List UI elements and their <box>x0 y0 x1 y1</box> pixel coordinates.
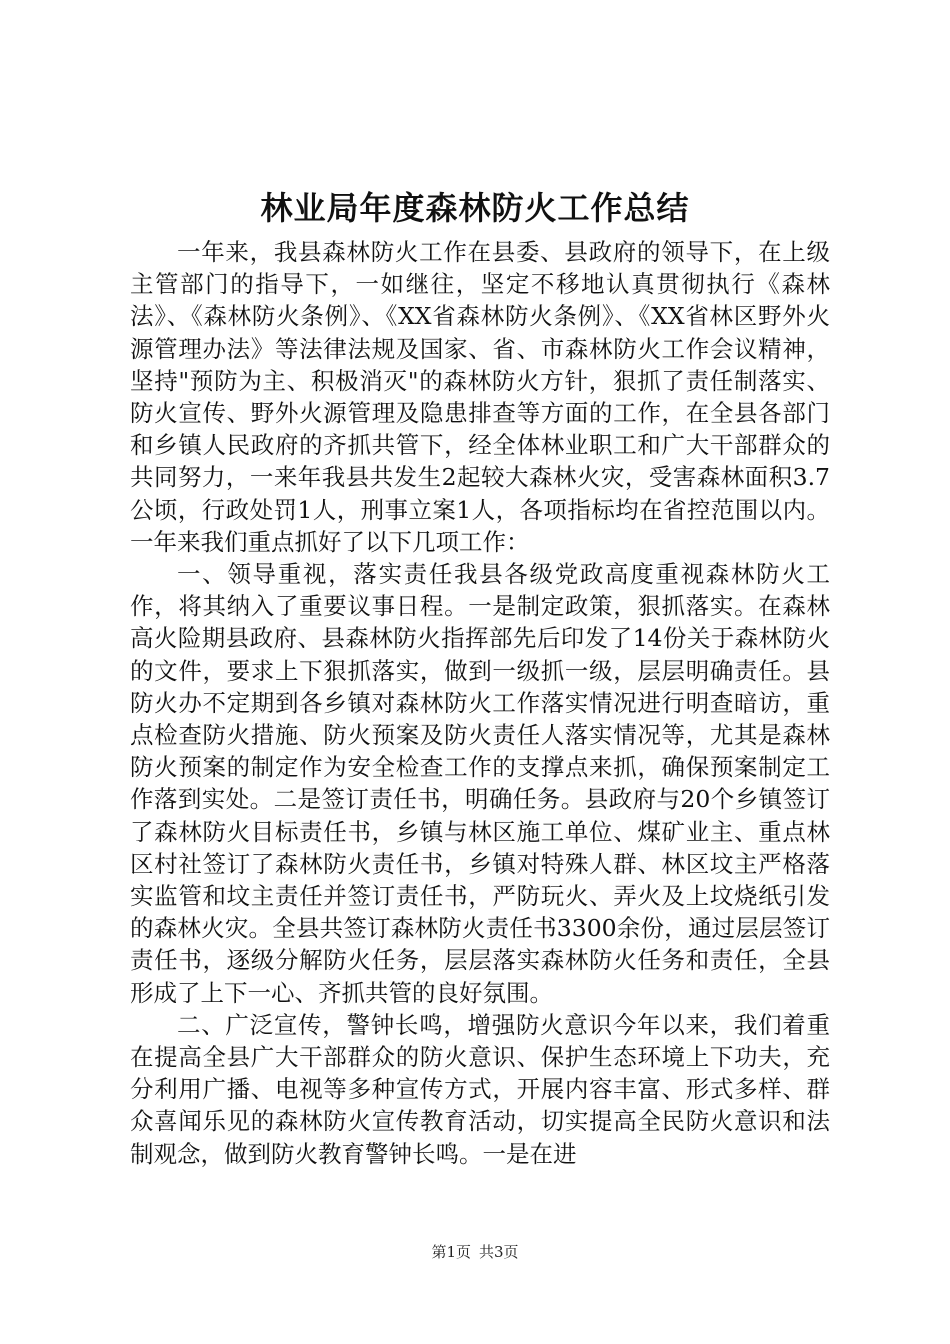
paragraph-section-1: 一、领导重视，落实责任我县各级党政高度重视森林防火工作，将其纳入了重要议事日程。一是制定政策，狠抓落实。在森林高火险期县政府、县森林防火指挥部先后印发了14份关于森林防火的文件，要求上下狠抓落实，做到一级抓一级，层层明确责任。县防火办不定期到各乡镇对森林防火工作落实情况进行明查暗访，重点检查防火措施、防火预案及防火责任人落实情况等，尤其是森林防火预案的制定作为安全检查工作的支撑点来抓，确保预案制定工作落到实处。二是签订责任书，明确任务。县政府与20个乡镇签订了森林防火目标责任书，乡镇与林区施工单位、煤矿业主、重点林区村社签订了森林防火责任书，乡镇对特殊人群、林区坟主严格落实监管和坟主责任并签订责任书，严防玩火、弄火及上坟烧纸引发的森林火灾。全县共签订森林防火责任书3300余份，通过层层签订责任书，逐级分解防火任务，层层落实森林防火任务和责任，全县形成了上下一心、齐抓共管的良好氛围。 <box>130 560 830 1007</box>
document-title: 林业局年度森林防火工作总结 <box>260 189 690 227</box>
paragraph-intro: 一年来，我县森林防火工作在县委、县政府的领导下，在上级主管部门的指导下，一如继往，坚定不移地认真贯彻执行《森林法》、《森林防火条例》、《XX省森林防火条例》、《XX省林区野外火源管理办法》等法律法规及国家、省、市森林防火工作会议精神，坚持"预防为主、积极消灭"的森林防火方针，狠抓了责任制落实、防火宣传、野外火源管理及隐患排查等方面的工作，在全县各部门和乡镇人民政府的齐抓共管下，经全体林业职工和广大干部群众的共同努力，一来年我县共发生2起较大森林火灾，受害森林面积3.7公顷，行政处罚1人，刑事立案1人，各项指标均在省控范围以内。一年来我们重点抓好了以下几项工作： <box>130 238 830 556</box>
paragraph-section-2: 二、广泛宣传，警钟长鸣，增强防火意识今年以来，我们着重在提高全县广大干部群众的防火意识、保护生态环境上下功夫，充分利用广播、电视等多种宣传方式，开展内容丰富、形式多样、群众喜闻乐见的森林防火宣传教育活动，切实提高全民防火意识和法制观念，做到防火教育警钟长鸣。一是在进 <box>130 1010 830 1168</box>
page-footer <box>0 1242 950 1262</box>
page-number-total: 共3页 <box>479 1243 519 1261</box>
document-body <box>130 236 830 1170</box>
page-number-current: 第1页 <box>431 1243 471 1261</box>
